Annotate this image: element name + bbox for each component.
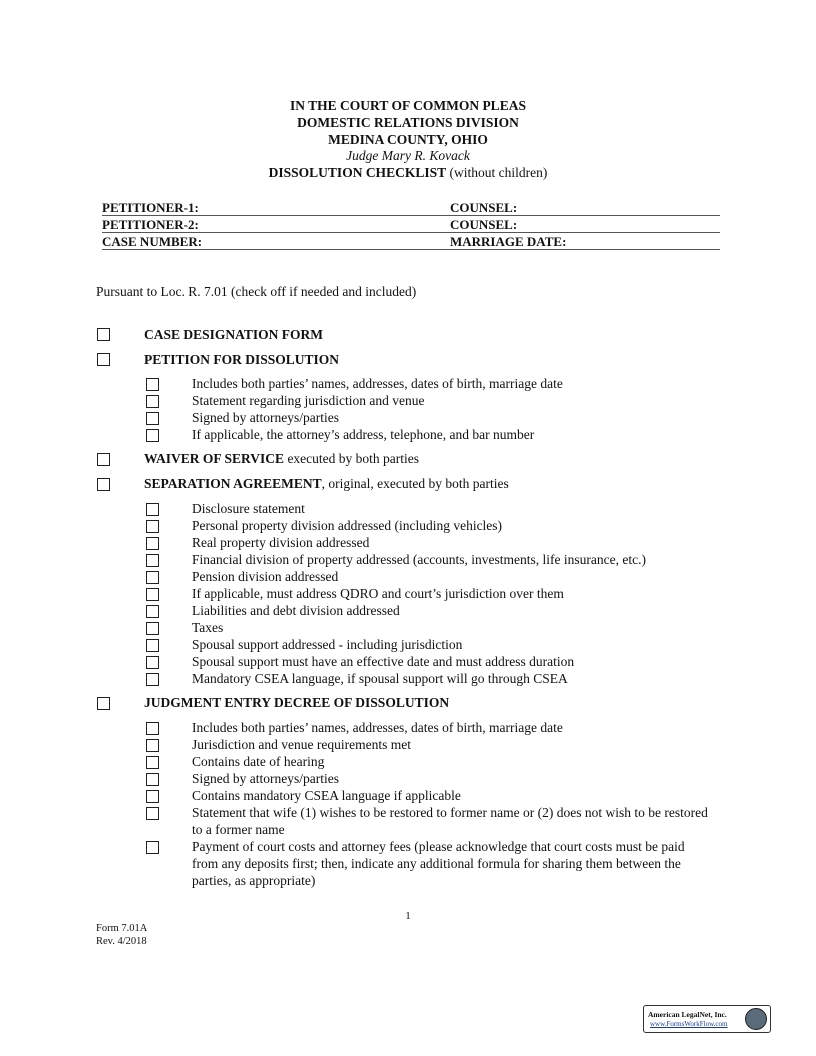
separation-item: Spousal support addressed - including jurisdiction xyxy=(192,637,463,652)
checkbox-separation-item[interactable] xyxy=(146,588,159,601)
info-row-2 xyxy=(102,215,720,233)
counsel1-label: COUNSEL: xyxy=(450,200,518,215)
title-main: DISSOLUTION CHECKLIST xyxy=(268,165,447,180)
page-number: 1 xyxy=(405,910,411,922)
intro-text: Pursuant to Loc. R. 7.01 (check off if needed and included) xyxy=(96,284,417,299)
revision-date: Rev. 4/2018 xyxy=(96,936,147,947)
checkbox-petition[interactable] xyxy=(97,353,110,366)
separation-item: Taxes xyxy=(192,620,224,635)
separation-item: If applicable, must address QDRO and court’s jurisdiction over them xyxy=(192,586,564,601)
checkbox-waiver[interactable] xyxy=(97,453,110,466)
checkbox-judgment-item[interactable] xyxy=(146,841,159,854)
info-row-1 xyxy=(102,198,720,216)
waiver-note: executed by both parties xyxy=(284,451,420,466)
judgment-item: Signed by attorneys/parties xyxy=(192,771,339,786)
checkbox-petition-item[interactable] xyxy=(146,395,159,408)
judgment-item: Jurisdiction and venue requirements met xyxy=(192,737,411,752)
separation-item: Spousal support must have an effective date and must address duration xyxy=(192,654,575,669)
petitioner1-label: PETITIONER-1: xyxy=(102,200,199,215)
logo-url[interactable]: www.FormsWorkFlow.com xyxy=(650,1020,728,1028)
checkbox-separation-item[interactable] xyxy=(146,622,159,635)
checkbox-judgment-item[interactable] xyxy=(146,756,159,769)
section-separation xyxy=(144,476,509,492)
separation-note: , original, executed by both parties xyxy=(321,476,509,491)
vendor-logo[interactable] xyxy=(643,1005,771,1033)
petition-item: Signed by attorneys/parties xyxy=(192,410,339,425)
separation-item: Liabilities and debt division addressed xyxy=(192,603,400,618)
judge-name: Judge Mary R. Kovack xyxy=(346,148,470,163)
separation-item: Disclosure statement xyxy=(192,501,305,516)
checkbox-judgment[interactable] xyxy=(97,697,110,710)
checkbox-separation-item[interactable] xyxy=(146,673,159,686)
title-subtitle: (without children) xyxy=(449,165,548,180)
checkbox-separation-item[interactable] xyxy=(146,537,159,550)
checkbox-judgment-item[interactable] xyxy=(146,773,159,786)
checkbox-separation-item[interactable] xyxy=(146,571,159,584)
section-case-designation: CASE DESIGNATION FORM xyxy=(144,327,324,342)
marriage-date-label: MARRIAGE DATE: xyxy=(450,234,567,249)
checkbox-separation-item[interactable] xyxy=(146,656,159,669)
checkbox-case-designation[interactable] xyxy=(97,328,110,341)
separation-item: Personal property division addressed (including vehicles) xyxy=(192,518,503,533)
checkbox-petition-item[interactable] xyxy=(146,378,159,391)
checkbox-separation-item[interactable] xyxy=(146,520,159,533)
checkbox-separation-item[interactable] xyxy=(146,554,159,567)
petitioner2-label: PETITIONER-2: xyxy=(102,217,199,232)
document-title xyxy=(0,164,816,181)
separation-item: Mandatory CSEA language, if spousal support will go through CSEA xyxy=(192,671,568,686)
checkbox-separation-item[interactable] xyxy=(146,639,159,652)
petition-item: Includes both parties’ names, addresses, dates of birth, marriage date xyxy=(192,376,563,391)
logo-company-name: American LegalNet, Inc. xyxy=(648,1010,727,1019)
judgment-item: Statement that wife (1) wishes to be restored to former name or (2) does not wish to be restored to a former name xyxy=(192,805,708,837)
checkbox-separation-item[interactable] xyxy=(146,605,159,618)
separation-item: Pension division addressed xyxy=(192,569,339,584)
checkbox-petition-item[interactable] xyxy=(146,429,159,442)
judgment-item: Contains date of hearing xyxy=(192,754,325,769)
checkbox-judgment-item[interactable] xyxy=(146,739,159,752)
division-name: DOMESTIC RELATIONS DIVISION xyxy=(297,115,519,130)
separation-item: Financial division of property addressed (accounts, investments, life insurance, etc.) xyxy=(192,552,646,567)
court-name: IN THE COURT OF COMMON PLEAS xyxy=(290,98,526,113)
form-number: Form 7.01A xyxy=(96,923,148,934)
waiver-title: WAIVER OF SERVICE xyxy=(144,451,285,466)
petition-item: If applicable, the attorney’s address, telephone, and bar number xyxy=(192,427,535,442)
checkbox-separation-item[interactable] xyxy=(146,503,159,516)
county-name: MEDINA COUNTY, OHIO xyxy=(328,132,488,147)
checkbox-judgment-item[interactable] xyxy=(146,790,159,803)
section-waiver xyxy=(144,451,419,467)
checkbox-petition-item[interactable] xyxy=(146,412,159,425)
judgment-item: Payment of court costs and attorney fees (please acknowledge that court costs must be paid from any deposits first; then, indicate any additional formula for sharing them between the parties, as appropriate) xyxy=(192,839,685,888)
judgment-item: Includes both parties’ names, addresses, dates of birth, marriage date xyxy=(192,720,563,735)
separation-item: Real property division addressed xyxy=(192,535,370,550)
counsel2-label: COUNSEL: xyxy=(450,217,518,232)
checkbox-judgment-item[interactable] xyxy=(146,722,159,735)
info-row-3 xyxy=(102,232,720,250)
section-petition: PETITION FOR DISSOLUTION xyxy=(144,352,340,367)
separation-title: SEPARATION AGREEMENT xyxy=(144,476,322,491)
judgment-item: Contains mandatory CSEA language if applicable xyxy=(192,788,461,803)
section-judgment: JUDGMENT ENTRY DECREE OF DISSOLUTION xyxy=(144,695,450,710)
checkbox-judgment-item[interactable] xyxy=(146,807,159,820)
checkbox-separation[interactable] xyxy=(97,478,110,491)
petition-item: Statement regarding jurisdiction and venue xyxy=(192,393,425,408)
logo-globe-icon xyxy=(745,1008,767,1030)
case-number-label: CASE NUMBER: xyxy=(102,234,203,249)
